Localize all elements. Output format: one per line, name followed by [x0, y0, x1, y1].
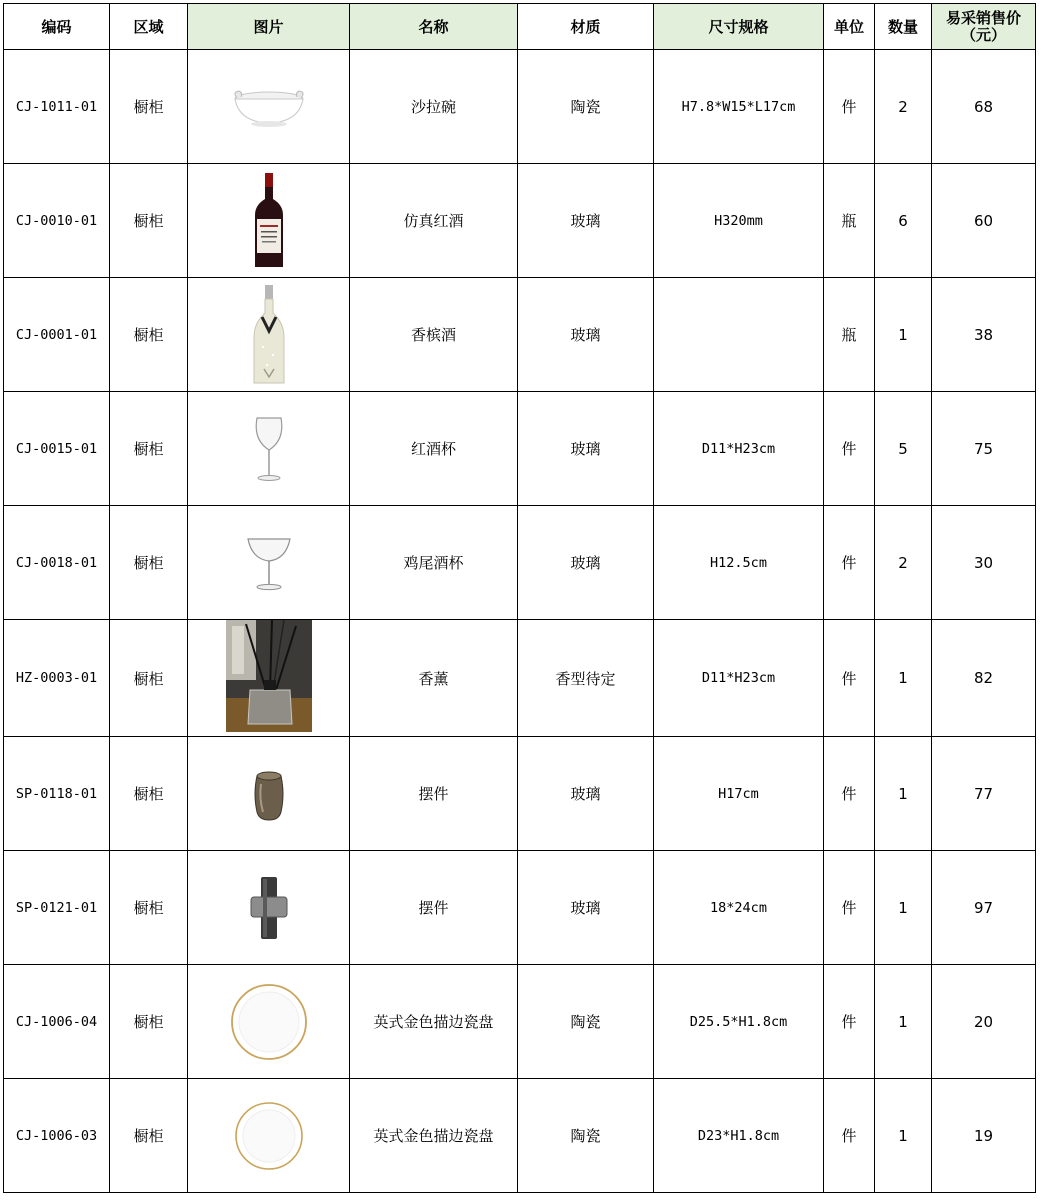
cell-unit: 件 — [824, 965, 875, 1079]
header-unit: 单位 — [824, 4, 875, 50]
cell-price: 97 — [932, 851, 1036, 965]
cell-area: 橱柜 — [110, 506, 188, 620]
cell-name: 英式金色描边瓷盘 — [350, 965, 518, 1079]
cell-area: 橱柜 — [110, 278, 188, 392]
header-qty: 数量 — [875, 4, 932, 50]
cell-area: 橱柜 — [110, 620, 188, 737]
cell-price: 75 — [932, 392, 1036, 506]
champagne-bottle-icon — [249, 283, 289, 387]
cell-name: 英式金色描边瓷盘 — [350, 1079, 518, 1193]
red-wine-bottle-icon — [249, 171, 289, 271]
header-material: 材质 — [518, 4, 654, 50]
cell-qty: 2 — [875, 50, 932, 164]
header-code: 编码 — [4, 4, 110, 50]
cell-unit: 件 — [824, 50, 875, 164]
cell-area: 橱柜 — [110, 965, 188, 1079]
cell-spec: D23*H1.8cm — [654, 1079, 824, 1193]
cell-image — [188, 164, 350, 278]
table-row — [4, 1079, 1036, 1193]
product-table — [3, 3, 1036, 1193]
cell-unit: 瓶 — [824, 278, 875, 392]
gold-rim-plate-icon — [229, 982, 309, 1062]
cell-spec: D25.5*H1.8cm — [654, 965, 824, 1079]
header-area: 区域 — [110, 4, 188, 50]
cell-material: 陶瓷 — [518, 965, 654, 1079]
salad-bowl-icon — [229, 82, 309, 132]
cell-spec: D11*H23cm — [654, 620, 824, 737]
cell-code: CJ-1011-01 — [4, 50, 110, 164]
cell-spec: H7.8*W15*L17cm — [654, 50, 824, 164]
cell-price: 68 — [932, 50, 1036, 164]
cell-material: 玻璃 — [518, 506, 654, 620]
cell-code: CJ-0010-01 — [4, 164, 110, 278]
table-row — [4, 506, 1036, 620]
cell-area: 橱柜 — [110, 851, 188, 965]
cell-qty: 5 — [875, 392, 932, 506]
table-row — [4, 392, 1036, 506]
gold-rim-plate-small-icon — [233, 1100, 305, 1172]
cell-qty: 1 — [875, 620, 932, 737]
cell-material: 玻璃 — [518, 392, 654, 506]
cell-price: 38 — [932, 278, 1036, 392]
cell-material: 玻璃 — [518, 164, 654, 278]
cell-price: 82 — [932, 620, 1036, 737]
cell-name: 鸡尾酒杯 — [350, 506, 518, 620]
cell-code: CJ-0015-01 — [4, 392, 110, 506]
cell-material: 玻璃 — [518, 851, 654, 965]
cell-unit: 件 — [824, 392, 875, 506]
cell-unit: 件 — [824, 1079, 875, 1193]
cocktail-glass-icon — [244, 533, 294, 593]
cell-area: 橱柜 — [110, 737, 188, 851]
cell-spec: H320mm — [654, 164, 824, 278]
header-spec: 尺寸规格 — [654, 4, 824, 50]
cell-material: 玻璃 — [518, 278, 654, 392]
header-price: 易采销售价（元） — [932, 4, 1036, 50]
header-image: 图片 — [188, 4, 350, 50]
cell-qty: 1 — [875, 1079, 932, 1193]
cell-spec: D11*H23cm — [654, 392, 824, 506]
gray-glass-ornament-icon — [247, 873, 291, 943]
cell-name: 香槟酒 — [350, 278, 518, 392]
cell-code: SP-0121-01 — [4, 851, 110, 965]
cell-qty: 1 — [875, 737, 932, 851]
cell-code: CJ-0018-01 — [4, 506, 110, 620]
cell-name: 摆件 — [350, 737, 518, 851]
cell-name: 红酒杯 — [350, 392, 518, 506]
cell-code: HZ-0003-01 — [4, 620, 110, 737]
cell-name: 摆件 — [350, 851, 518, 965]
cell-price: 19 — [932, 1079, 1036, 1193]
cell-price: 30 — [932, 506, 1036, 620]
cell-code: SP-0118-01 — [4, 737, 110, 851]
cell-material: 陶瓷 — [518, 1079, 654, 1193]
reed-diffuser-photo — [226, 620, 312, 732]
table-row — [4, 965, 1036, 1079]
cell-unit: 件 — [824, 620, 875, 737]
cell-area: 橱柜 — [110, 1079, 188, 1193]
cell-code: CJ-1006-04 — [4, 965, 110, 1079]
cell-image — [188, 851, 350, 965]
cell-qty: 1 — [875, 278, 932, 392]
cell-image — [188, 506, 350, 620]
table-row — [4, 164, 1036, 278]
cell-unit: 件 — [824, 737, 875, 851]
cell-image — [188, 278, 350, 392]
cell-image — [188, 965, 350, 1079]
table-row — [4, 737, 1036, 851]
cell-spec: H12.5cm — [654, 506, 824, 620]
header-name: 名称 — [350, 4, 518, 50]
table-row — [4, 620, 1036, 737]
table-row — [4, 50, 1036, 164]
cell-spec: 18*24cm — [654, 851, 824, 965]
cell-qty: 1 — [875, 851, 932, 965]
cell-area: 橱柜 — [110, 50, 188, 164]
cell-code: CJ-0001-01 — [4, 278, 110, 392]
cell-price: 77 — [932, 737, 1036, 851]
cell-price: 20 — [932, 965, 1036, 1079]
cell-material: 玻璃 — [518, 737, 654, 851]
cell-unit: 件 — [824, 851, 875, 965]
cell-name: 仿真红酒 — [350, 164, 518, 278]
smoked-glass-vase-icon — [249, 764, 289, 824]
cell-image — [188, 737, 350, 851]
cell-unit: 瓶 — [824, 164, 875, 278]
cell-code: CJ-1006-03 — [4, 1079, 110, 1193]
cell-price: 60 — [932, 164, 1036, 278]
cell-image — [188, 1079, 350, 1193]
wine-glass-icon — [249, 414, 289, 484]
cell-image — [188, 620, 350, 737]
cell-qty: 6 — [875, 164, 932, 278]
cell-image — [188, 392, 350, 506]
cell-name: 沙拉碗 — [350, 50, 518, 164]
cell-material: 香型待定 — [518, 620, 654, 737]
table-row — [4, 851, 1036, 965]
cell-spec — [654, 278, 824, 392]
header-row — [4, 4, 1036, 50]
table-row — [4, 278, 1036, 392]
cell-qty: 1 — [875, 965, 932, 1079]
cell-area: 橱柜 — [110, 392, 188, 506]
cell-unit: 件 — [824, 506, 875, 620]
cell-name: 香薰 — [350, 620, 518, 737]
cell-qty: 2 — [875, 506, 932, 620]
cell-material: 陶瓷 — [518, 50, 654, 164]
cell-spec: H17cm — [654, 737, 824, 851]
cell-image — [188, 50, 350, 164]
cell-area: 橱柜 — [110, 164, 188, 278]
